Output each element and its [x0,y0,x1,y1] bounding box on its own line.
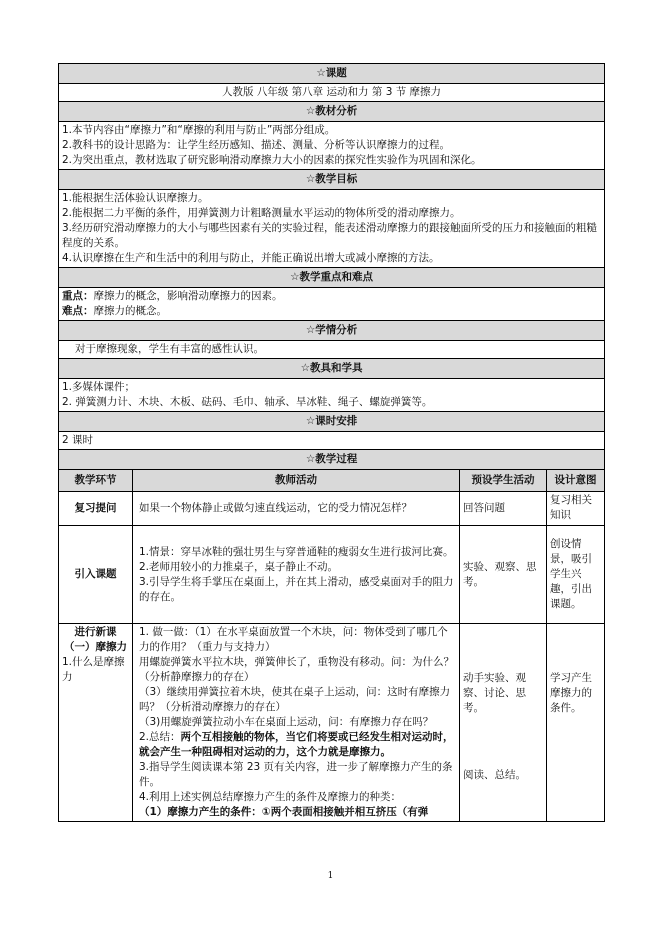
summary-label: 2.总结： [139,731,181,743]
stage-review: 复习提问 [59,492,133,526]
intent-new-lesson [547,624,605,822]
goal-line: 3.经历研究滑动摩擦力的大小与哪些因素有关的实验过程，能表述滑动摩擦力的跟接触面所受的压力和接触面的粗糙程度的关系。 [62,222,598,249]
teacher-new-lesson [133,624,460,822]
stage-new-lesson [59,624,133,822]
teacher-intro-line: 1.情景：穿旱冰鞋的强壮男生与穿普通鞋的瘦弱女生进行拔河比赛。 [139,545,454,558]
student-intro: 实验、观察、思考。 [460,526,547,624]
section-process-header: ☆教学过程 [59,450,605,470]
teacher-list-line: 4.利用上述实例总结摩擦力产生的条件及摩擦力的种类： [139,791,402,803]
section-tools-header: ☆教具和学具 [59,359,605,379]
goal-line: 4.认识摩擦在生产和生活中的利用与防止，并能正确说出增大或减小摩擦的方法。 [62,252,440,264]
goal-line: 2.能根据二力平衡的条件，用弹簧测力计粗略测量水平运动的物体所受的滑动摩擦力。 [62,207,461,219]
key-cell [59,288,605,321]
section-schedule-header: ☆课时安排 [59,412,605,432]
teacher-new-line: 1. 做一做：（1）在水平桌面放置一个木块，问：物体受到了哪几个力的作用？（重力与支持力） [139,626,448,653]
schedule-text: 2 课时 [59,432,605,450]
difficulty-text: 摩擦力的概念。 [93,305,167,317]
topic-line: 人教版 八年级 第八章 运动和力 第 3 节 摩擦力 [59,84,605,102]
condition-line: （1）摩擦力产生的条件：①两个表面相接触并相互挤压（有弹 [139,806,429,818]
teacher-new-line: （3)用螺旋弹簧拉动小车在桌面上运动，问：有摩擦力存在吗？ [139,716,434,728]
intent-review: 复习相关知识 [547,492,605,526]
teacher-new-line: （3）继续用弹簧拉着木块，使其在桌子上运动，问：这时有摩擦力吗？（分析滑动摩擦力的存在） [139,686,451,713]
col-header-teacher: 教师活动 [133,470,460,492]
intent-intro: 创设情景，吸引学生兴趣，引出课题。 [547,526,605,624]
teacher-new-line: 用螺旋弹簧水平拉木块，弹簧伸长了，重物没有移动。问：为什么？（分析静摩擦力的存在） [139,656,454,683]
col-header-student: 预设学生活动 [460,470,547,492]
student-review: 回答问题 [460,492,547,526]
section-goals-header: ☆教学目标 [59,170,605,190]
student-new-2: 阅读、总结。 [463,769,526,781]
col-header-intent: 设计意图 [547,470,605,492]
textbook-line: 2.教科书的设计思路为：让学生经历感知、描述、测量、分析等认识摩擦力的过程。 [62,139,451,151]
tools-line: 2. 弹簧测力计、木块、木板、砝码、毛巾、轴承、旱冰鞋、绳子、螺旋弹簧等。 [62,396,433,408]
teacher-intro-line: 2.老师用较小的力推桌子，桌子静止不动。 [139,560,339,573]
intent-new: 学习产生摩擦力的条件。 [550,672,592,714]
section-students-header: ☆学情分析 [59,321,605,341]
stage-new-lesson-sub: 1.什么是摩擦力 [62,656,125,683]
stage-intro: 引入课题 [59,526,133,624]
textbook-line: 2.为突出重点，教材选取了研究影响滑动摩擦力大小的因素的探究性实验作为巩固和深化。 [62,154,482,166]
key-text: 摩擦力的概念，影响滑动摩擦力的因素。 [93,290,283,302]
teacher-review: 如果一个物体静止或做匀速直线运动，它的受力情况怎样？ [133,492,460,526]
lesson-plan-table [58,63,605,822]
student-new-lesson [460,624,547,822]
textbook-cell [59,122,605,170]
section-textbook-header: ☆教材分析 [59,102,605,122]
stage-new-lesson-title: 进行新课（一）摩擦力 [64,626,127,653]
student-new-1: 动手实验、观察、讨论、思考。 [463,672,526,714]
difficulty-label: 难点： [62,305,94,317]
teacher-intro [133,526,460,624]
tools-line: 1.多媒体课件； [62,381,136,393]
teacher-intro-line: 3.引导学生将手掌压在桌面上，并在其上滑动，感受桌面对手的阻力的存在。 [139,575,454,603]
lesson-plan-page [58,63,604,822]
students-text: 对于摩擦现象，学生有丰富的感性认识。 [59,341,605,359]
section-topic-header: ☆课题 [59,64,605,84]
goal-line: 1.能根据生活体验认识摩擦力。 [62,192,209,204]
section-key-header: ☆教学重点和难点 [59,268,605,288]
teacher-reading-line: 3.指导学生阅读课本第 23 页有关内容，进一步了解摩擦力产生的条件。 [139,761,453,788]
summary-definition: 两个互相接触的物体，当它们将要或已经发生相对运动时，就会产生一种阻碍相对运动的力，这个力就是摩擦力。 [139,731,454,758]
textbook-line: 1.本节内容由“摩擦力”和“摩擦的利用与防止”两部分组成。 [62,124,336,136]
page-number: 1 [327,871,334,881]
goals-cell [59,190,605,268]
col-header-stage: 教学环节 [59,470,133,492]
key-label: 重点： [62,290,94,302]
tools-cell [59,379,605,412]
